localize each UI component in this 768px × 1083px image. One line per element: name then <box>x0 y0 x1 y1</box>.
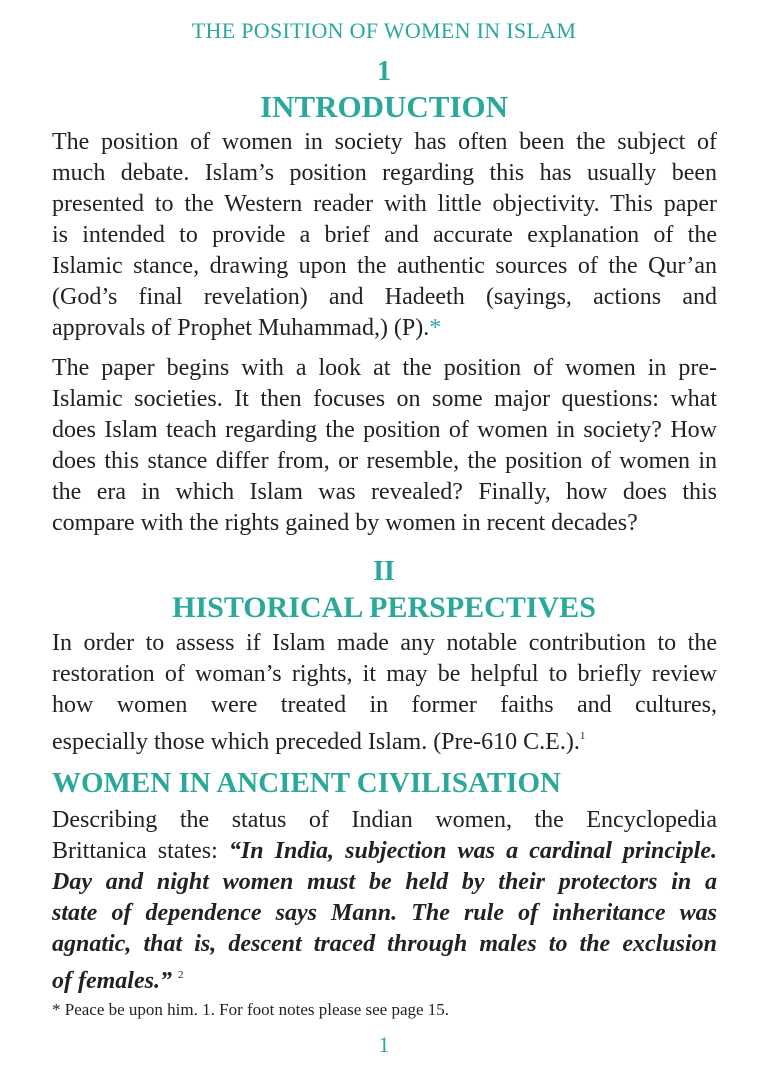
quote-line-last <box>52 960 717 997</box>
section-heading-ancient: WOMEN IN ANCIENT CIVILISATION <box>52 767 561 799</box>
text-line: Islamic societies. It then focuses on some major questions: what <box>52 386 717 412</box>
text-line: Describing the status of Indian women, the Encyclopedia <box>52 807 717 833</box>
text-line: The position of women in society has often been the subject of <box>52 129 717 155</box>
text-line: (God’s final revelation) and Hadeeth (sayings, actions and <box>52 284 717 310</box>
text-line: is intended to provide a brief and accurate explanation of the <box>52 222 717 248</box>
footnote-ref-2: 2 <box>177 969 184 981</box>
quote-text: of females.” <box>52 968 172 994</box>
paragraph-intro-2 <box>52 353 717 539</box>
quote-text: Day and night women must be held by their protectors in a <box>52 869 717 895</box>
chapter-title-historical: HISTORICAL PERSPECTIVES <box>172 591 596 624</box>
text-line: Islamic stance, drawing upon the authentic sources of the Qur’an <box>52 253 717 279</box>
quote-text: “In India, subjection was a cardinal principle. <box>228 838 717 864</box>
text-line: does this stance differ from, or resemble, the position of women in <box>52 448 717 474</box>
asterisk-marker: * <box>429 315 442 341</box>
text-line: how women were treated in former faiths and cultures, <box>52 692 717 718</box>
text-line: does Islam teach regarding the position of women in society? How <box>52 417 717 443</box>
text-line-last <box>52 313 717 344</box>
quote-line <box>52 929 717 960</box>
text-plain: Brittanica states: <box>52 838 229 864</box>
chapter-number-2: II <box>373 556 395 587</box>
text-line: the era in which Islam was revealed? Finally, how does this <box>52 479 717 505</box>
running-head: THE POSITION OF WOMEN IN ISLAM <box>191 18 577 43</box>
footnote-ref-1: 1 <box>579 730 586 742</box>
text-line: presented to the Western reader with little objectivity. This paper <box>52 191 717 217</box>
text-line: restoration of woman’s rights, it may be helpful to briefly review <box>52 661 717 687</box>
quote-text: agnatic, that is, descent traced through males to the exclusion <box>52 931 717 957</box>
text-line: In order to assess if Islam made any notable contribution to the <box>52 630 717 656</box>
paragraph-intro-1 <box>52 127 717 344</box>
page-number: 1 <box>378 1032 390 1057</box>
text-line: compare with the rights gained by women in recent decades? <box>52 510 638 536</box>
chapter-number-1: 1 <box>377 56 391 87</box>
text-line-content: approvals of Prophet Muhammad,) (P). <box>52 315 430 341</box>
text-line: much debate. Islam’s position regarding this has usually been <box>52 160 717 186</box>
quote-line <box>52 867 717 898</box>
footnote: * Peace be upon him. 1. For foot notes please see page 15. <box>52 1000 450 1019</box>
text-line-last <box>52 721 717 758</box>
chapter-title-introduction: INTRODUCTION <box>259 89 509 124</box>
paragraph-historical <box>52 628 717 758</box>
text-line-mixed <box>52 836 717 867</box>
text-line-content: especially those which preceded Islam. (Pre-610 C.E.). <box>52 729 580 755</box>
paragraph-ancient <box>52 805 717 997</box>
quote-line <box>52 898 717 929</box>
quote-text: state of dependence says Mann. The rule of inheritance was <box>52 900 717 926</box>
text-line: The paper begins with a look at the position of women in pre- <box>52 355 717 381</box>
